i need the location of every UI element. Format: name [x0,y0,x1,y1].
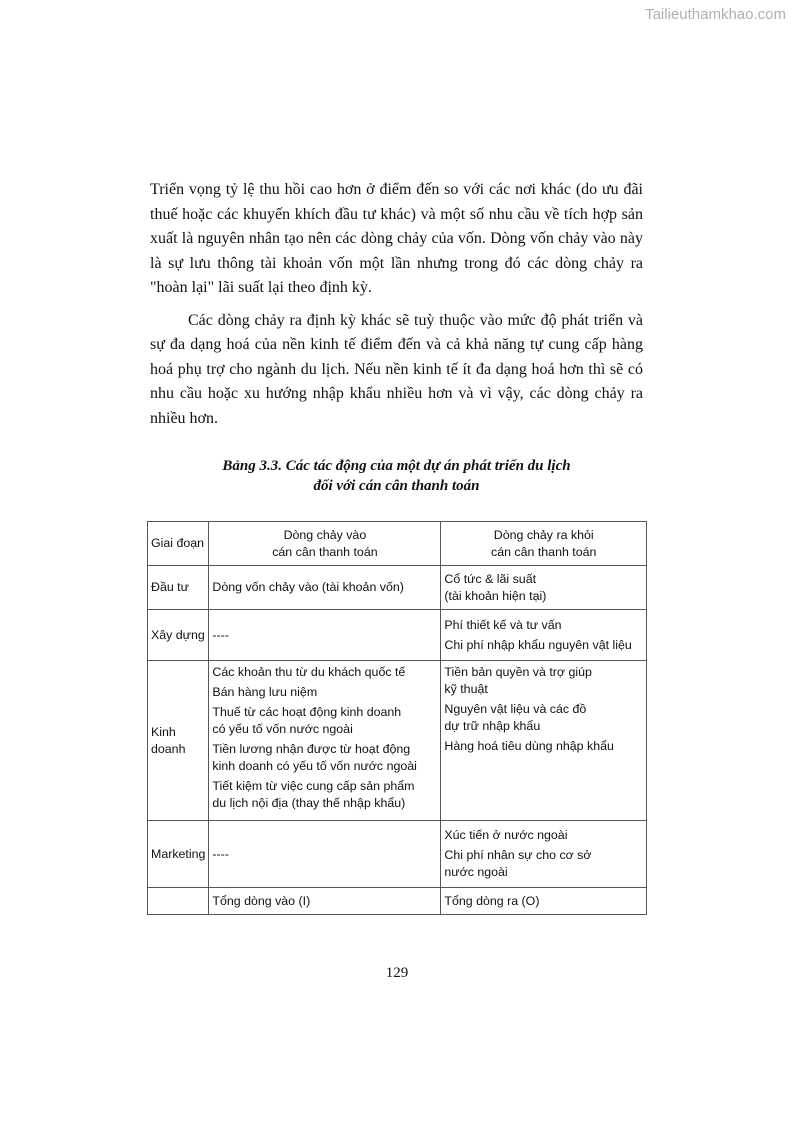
inflow-item-line: kinh doanh có yếu tố vốn nước ngoài [212,759,417,773]
outflow-item-line: Chi phí nhân sự cho cơ sở [444,848,592,862]
outflow-item [444,664,643,698]
table-row-investment [148,566,647,610]
inflow-item: Bán hàng lưu niệm [212,685,318,699]
header-outflow [441,522,647,566]
stage-cell [148,661,209,821]
inflow-item: Dòng vốn chảy vào (tài khoản vốn) [212,580,404,594]
total-inflow-cell: Tổng dòng vào (I) [209,888,441,915]
outflow-cell [441,610,647,661]
inflow-item: Các khoản thu từ du khách quốc tế [212,665,406,679]
table-row-total [148,888,647,915]
outflow-cell [441,821,647,888]
paragraph-1: Triển vọng tỷ lệ thu hồi cao hơn ở điểm đến so với các nơi khác (do ưu đãi thuế hoặc các khuyến khích đầu tư khác) và một số nhu cầu về tích hợp sản xuất là nguyên nhân tạo nên các dòng chảy của vốn. Dòng vốn chảy vào này là sự lưu thông tài khoản vốn một lần nhưng trong đó các dòng chảy ra "hoàn lại" lãi suất lại theo định kỳ. [150,181,643,296]
outflow-item: Xúc tiến ở nước ngoài [444,828,568,842]
table-row-business [148,661,647,821]
header-inflow-line-1: Dòng chảy vào [283,527,367,542]
header-inflow [209,522,441,566]
inflow-item [212,704,437,738]
stage-line-1: Kinh [151,724,176,739]
inflow-cell [209,610,441,661]
inflow-cell [209,821,441,888]
stage-cell: Marketing [148,821,209,888]
outflow-item-line: nước ngoài [444,865,508,879]
stage-cell [148,888,209,915]
outflow-item: (tài khoản hiện tại) [444,588,547,603]
outflow-item-line: kỹ thuật [444,682,488,696]
outflow-item [444,847,643,881]
outflow-item: Cổ tức & lãi suất [444,571,537,586]
outflow-item: Chi phí nhập khẩu nguyên vật liệu [444,637,632,652]
stage-line-2: doanh [151,741,186,756]
inflow-item-line: Thuế từ các hoạt động kinh doanh [212,705,402,719]
outflow-cell [441,661,647,821]
header-outflow-line-1: Dòng chảy ra khỏi [493,527,594,542]
inflow-item-line: có yếu tố vốn nước ngoài [212,722,353,736]
outflow-item: Phí thiết kế và tư vấn [444,617,562,632]
caption-line-2: đối với cán cân thanh toán [313,478,480,494]
inflow-item-line: du lịch nội địa (thay thế nhập khẩu) [212,796,406,810]
outflow-cell [441,566,647,610]
outflow-item [444,701,643,735]
header-inflow-line-2: cán cân thanh toán [272,544,378,559]
stage-cell: Đầu tư [148,566,209,610]
outflow-item: Hàng hoá tiêu dùng nhập khẩu [444,739,614,753]
paragraph-2: Các dòng chảy ra định kỳ khác sẽ tuỳ thuộc vào mức độ phát triển và sự đa dạng hoá của nền kinh tế điểm đến và cả khả năng tự cung cấp hàng hoá phụ trợ cho ngành du lịch. Nếu nền kinh tế ít đa dạng hoá hơn thì sẽ có nhu cầu hoặc xu hướng nhập khẩu nhiều hơn và vì vậy, các dòng chảy ra nhiều hơn. [150,311,643,427]
outflow-item-line: dự trữ nhập khẩu [444,719,541,733]
stage-cell: Xây dựng [148,610,209,661]
watermark: Tailieuthamkhao.com [645,6,786,23]
inflow-cell [209,661,441,821]
outflow-item-line: Nguyên vật liệu và các đồ [444,702,587,716]
header-outflow-line-2: cán cân thanh toán [491,544,597,559]
table-row-construction [148,610,647,661]
inflow-item-line: Tiết kiệm từ việc cung cấp sản phẩm [212,779,415,793]
inflow-item: ---- [212,627,229,642]
inflow-item-line: Tiền lương nhận được từ hoạt động [212,742,411,756]
body-text [150,178,643,439]
inflow-item [212,741,437,775]
balance-of-payments-table [147,521,647,915]
total-outflow-cell: Tổng dòng ra (O) [441,888,647,915]
inflow-item [212,778,437,812]
table-row-marketing [148,821,647,888]
header-stage: Giai đoạn [148,522,209,566]
table-header-row [148,522,647,566]
inflow-item: ---- [212,846,229,861]
caption-line-1: Bảng 3.3. Các tác động của một dự án phát triển du lịch [222,458,571,474]
table-caption [150,456,643,496]
outflow-item-line: Tiền bản quyền và trợ giúp [444,665,592,679]
inflow-cell [209,566,441,610]
page-number: 129 [385,965,409,981]
